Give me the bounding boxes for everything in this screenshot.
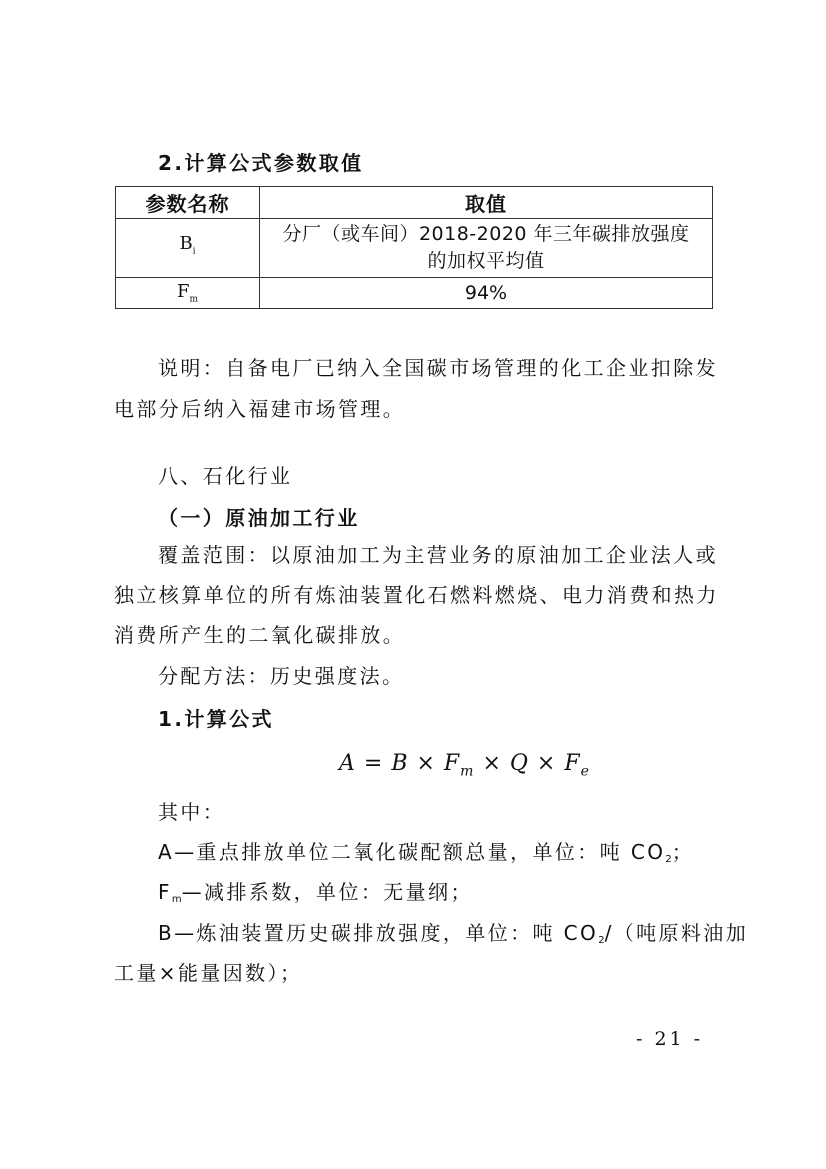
coverage-line-1: 覆盖范围：以原油加工为主营业务的原油加工企业法人或: [158, 543, 718, 567]
table-header-row: [116, 187, 713, 219]
note-line-1: 说明：自备电厂已纳入全国碳市场管理的化工企业扣除发: [158, 356, 718, 380]
param-cell: $B_i$: [116, 219, 260, 278]
formula-title: 1.计算公式: [158, 707, 274, 731]
table-row: [116, 278, 713, 309]
definition-b-line-1: B—炼油装置历史碳排放强度，单位：吨 $CO_2/$（吨原料油加: [158, 921, 749, 946]
definition-a: A—重点排放单位二氧化碳配额总量，单位：吨 $CO_2$；: [158, 840, 695, 865]
value-cell: 94%: [260, 278, 713, 309]
method-text: 分配方法：历史强度法。: [158, 664, 405, 688]
section-title: 2.计算公式参数取值: [158, 151, 364, 175]
formula: $A = B \times F_m \times Q \times F_e$: [339, 751, 590, 780]
table-header-param: 参数名称: [116, 187, 260, 219]
subsection-title: （一）原油加工行业: [158, 506, 360, 530]
chapter-title: 八、石化行业: [158, 464, 293, 488]
coverage-line-2: 独立核算单位的所有炼油装置化石燃料燃烧、电力消费和热力: [114, 583, 719, 607]
parameter-table: [115, 186, 713, 309]
page-number: - 21 -: [636, 1028, 704, 1050]
param-cell: $F_m$: [116, 278, 260, 309]
value-cell: 分厂（或车间）2018-2020 年三年碳排放强度 的加权平均值: [260, 219, 713, 278]
note-line-2: 电部分后纳入福建市场管理。: [114, 397, 406, 421]
definition-fm: $F_m—$减排系数，单位：无量纲；: [158, 880, 473, 905]
table-header-value: 取值: [260, 187, 713, 219]
table-row: [116, 219, 713, 278]
definition-b-line-2: 工量×能量因数）；: [114, 961, 303, 985]
coverage-line-3: 消费所产生的二氧化碳排放。: [114, 623, 406, 647]
where-label: 其中：: [158, 800, 226, 824]
